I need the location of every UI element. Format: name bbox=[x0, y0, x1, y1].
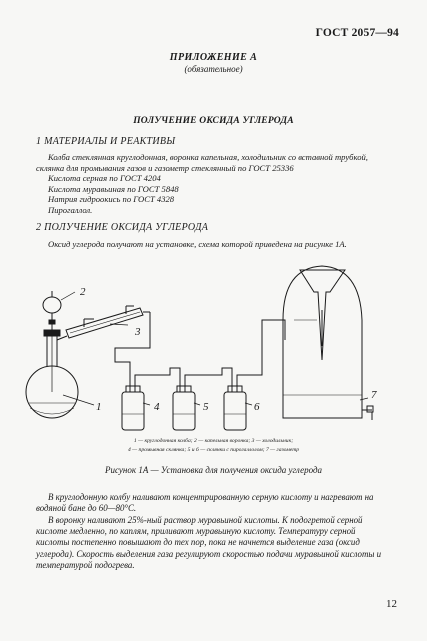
gas-tubing bbox=[115, 310, 322, 392]
procedure-intro: Оксид углерода получают на установке, схема которой приведена на рисунке 1А. bbox=[48, 239, 347, 249]
label-5: 5 bbox=[203, 401, 209, 413]
procedure-heading: 2 ПОЛУЧЕНИЕ ОКСИДА УГЛЕРОДА bbox=[36, 222, 209, 233]
dropping-funnel bbox=[43, 291, 61, 392]
figure-caption: Рисунок 1А — Установка для получения оксида углерода bbox=[105, 465, 322, 475]
materials-heading: 1 МАТЕРИАЛЫ И РЕАКТИВЫ bbox=[36, 136, 176, 147]
materials-line: Кислота серная по ГОСТ 4204 bbox=[48, 173, 161, 184]
body-line: углерода). Скорость выделения газа регулируют скоростью подачи муравьиной кислоты и bbox=[36, 548, 382, 559]
appendix-title: ПРИЛОЖЕНИЕ А bbox=[169, 52, 258, 63]
body-line: В круглодонную колбу наливают концентрированную серную кислоту и нагревают на bbox=[48, 492, 374, 502]
materials-line: Натрия гидроокись по ГОСТ 4328 bbox=[48, 194, 175, 205]
body-line: кислоты постепенно повышают до тех пор, пока не начнется выделение газа (оксид bbox=[36, 537, 360, 548]
label-1: 1 bbox=[96, 401, 102, 413]
label-4: 4 bbox=[154, 401, 160, 413]
gasometer bbox=[283, 266, 373, 420]
washing-bottle bbox=[122, 386, 144, 430]
body-line: кислоте медленно, по каплям, приливают муравьиную кислоту. Температуру серной bbox=[36, 526, 356, 537]
standard-number: ГОСТ 2057—94 bbox=[315, 27, 399, 39]
pyrogallol-bottle bbox=[173, 386, 195, 430]
figure-legend-line: 1 — круглодонная колба; 2 — капельная воронка; 3 — холодильник; bbox=[133, 438, 294, 444]
pyrogallol-bottle bbox=[224, 386, 246, 430]
materials-line: Кислота муравьиная по ГОСТ 5848 bbox=[48, 183, 179, 194]
body-line: температурой подогрева. bbox=[36, 559, 135, 570]
materials-line: Колба стеклянная круглодонная, воронка капельная, холодильник со вставной трубкой, bbox=[48, 152, 368, 162]
section-title: ПОЛУЧЕНИЕ ОКСИДА УГЛЕРОДА bbox=[133, 116, 294, 126]
body-paragraph-2 bbox=[36, 515, 399, 571]
figure-legend-line: 4 — промывная склянка; 5 и 6 — склянки с пирогаллолом; 7 — газометр bbox=[127, 447, 300, 453]
body-paragraph-1 bbox=[36, 492, 399, 514]
appendix-subtitle: (обязательное) bbox=[184, 64, 243, 74]
page-number: 12 bbox=[386, 598, 397, 610]
body-line: В воронку наливают 25%-ный раствор муравьиной кислоты. К подогретой серной bbox=[48, 515, 363, 525]
body-line: водяной бане до 60—80°С. bbox=[36, 503, 137, 514]
label-2: 2 bbox=[80, 286, 86, 298]
materials-line: склянка для промывания газов и газометр стеклянный по ГОСТ 25336 bbox=[36, 162, 294, 173]
label-6: 6 bbox=[254, 401, 260, 413]
materials-line: Пирогаллол. bbox=[48, 204, 93, 215]
label-7: 7 bbox=[371, 389, 377, 401]
label-leaders bbox=[61, 292, 368, 405]
label-3: 3 bbox=[135, 326, 141, 338]
